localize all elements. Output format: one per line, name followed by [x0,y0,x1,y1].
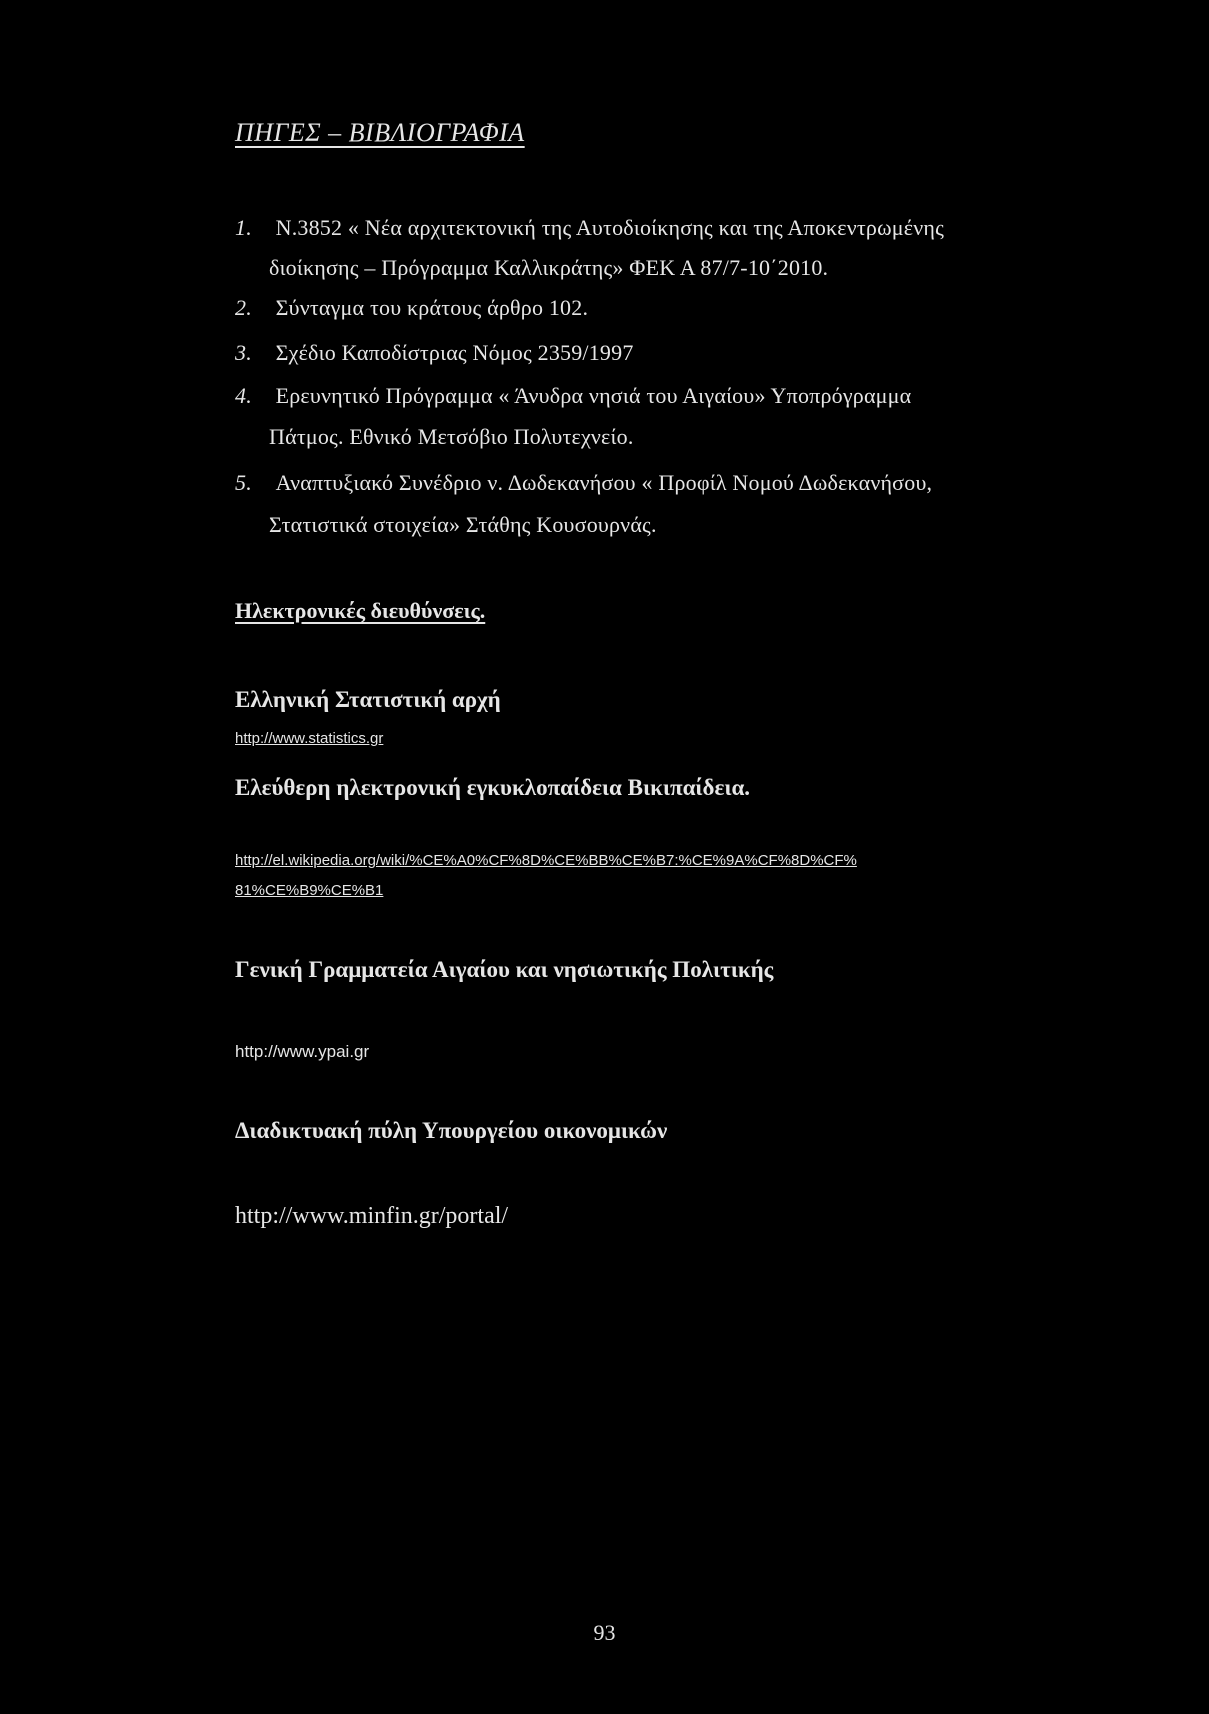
reference-number: 2. [235,295,252,320]
source-name: Διαδικτυακή πύλη Υπουργείου οικονομικών [235,1118,668,1143]
reference-item-3 [235,340,634,366]
reference-text: Σύνταγμα του κράτους άρθρο 102. [275,295,589,320]
reference-item-1 [235,215,944,241]
page-number: 93 [593,1620,616,1645]
reference-number: 3. [235,340,252,365]
reference-text: Αναπτυξιακό Συνέδριο ν. Δωδεκανήσου « Προφίλ Νομού Δωδεκανήσου, [275,470,933,495]
source-name: Ελεύθερη ηλεκτρονική εγκυκλοπαίδεια Βικιπαίδεια. [235,775,751,800]
source-link[interactable]: http://www.ypai.gr [235,1042,370,1061]
reference-text-continued: διοίκησης – Πρόγραμμα Καλλικράτης» ΦΕΚ Α 87/7-10΄2010. [269,255,829,280]
reference-item-2 [235,295,588,321]
source-link[interactable]: http://www.minfin.gr/portal/ [235,1203,509,1229]
reference-text-continued: Πάτμος. Εθνικό Μετσόβιο Πολυτεχνείο. [269,424,634,449]
reference-text-continued: Στατιστικά στοιχεία» Στάθης Κουσουρνάς. [269,512,657,537]
reference-number: 4. [235,383,252,408]
reference-number: 1. [235,215,252,240]
reference-item-5 [235,470,932,496]
source-link-continued[interactable]: 81%CE%B9%CE%B1 [235,882,384,899]
reference-text: Ν.3852 « Νέα αρχιτεκτονική της Αυτοδιοίκησης και της Αποκεντρωμένης [275,215,944,240]
page-title: ΠΗΓΕΣ – ΒΙΒΛΙΟΓΡΑΦΙΑ [235,118,525,147]
reference-item-4 [235,383,911,409]
source-name: Γενική Γραμματεία Αιγαίου και νησιωτικής Πολιτικής [235,957,774,982]
reference-text: Ερευνητικό Πρόγραμμα « Άνυδρα νησιά του Αιγαίου» Υποπρόγραμμα [275,383,912,408]
reference-number: 5. [235,470,252,495]
source-link[interactable]: http://el.wikipedia.org/wiki/%CE%A0%CF%8D%CE%BB%CE%B7:%CE%9A%CF%8D%CF% [235,852,857,869]
source-link[interactable]: http://www.statistics.gr [235,730,384,747]
source-name: Ελληνική Στατιστική αρχή [235,687,501,712]
reference-text: Σχέδιο Καποδίστριας Νόμος 2359/1997 [275,340,634,365]
electronic-addresses-heading: Ηλεκτρονικές διευθύνσεις. [235,598,486,623]
